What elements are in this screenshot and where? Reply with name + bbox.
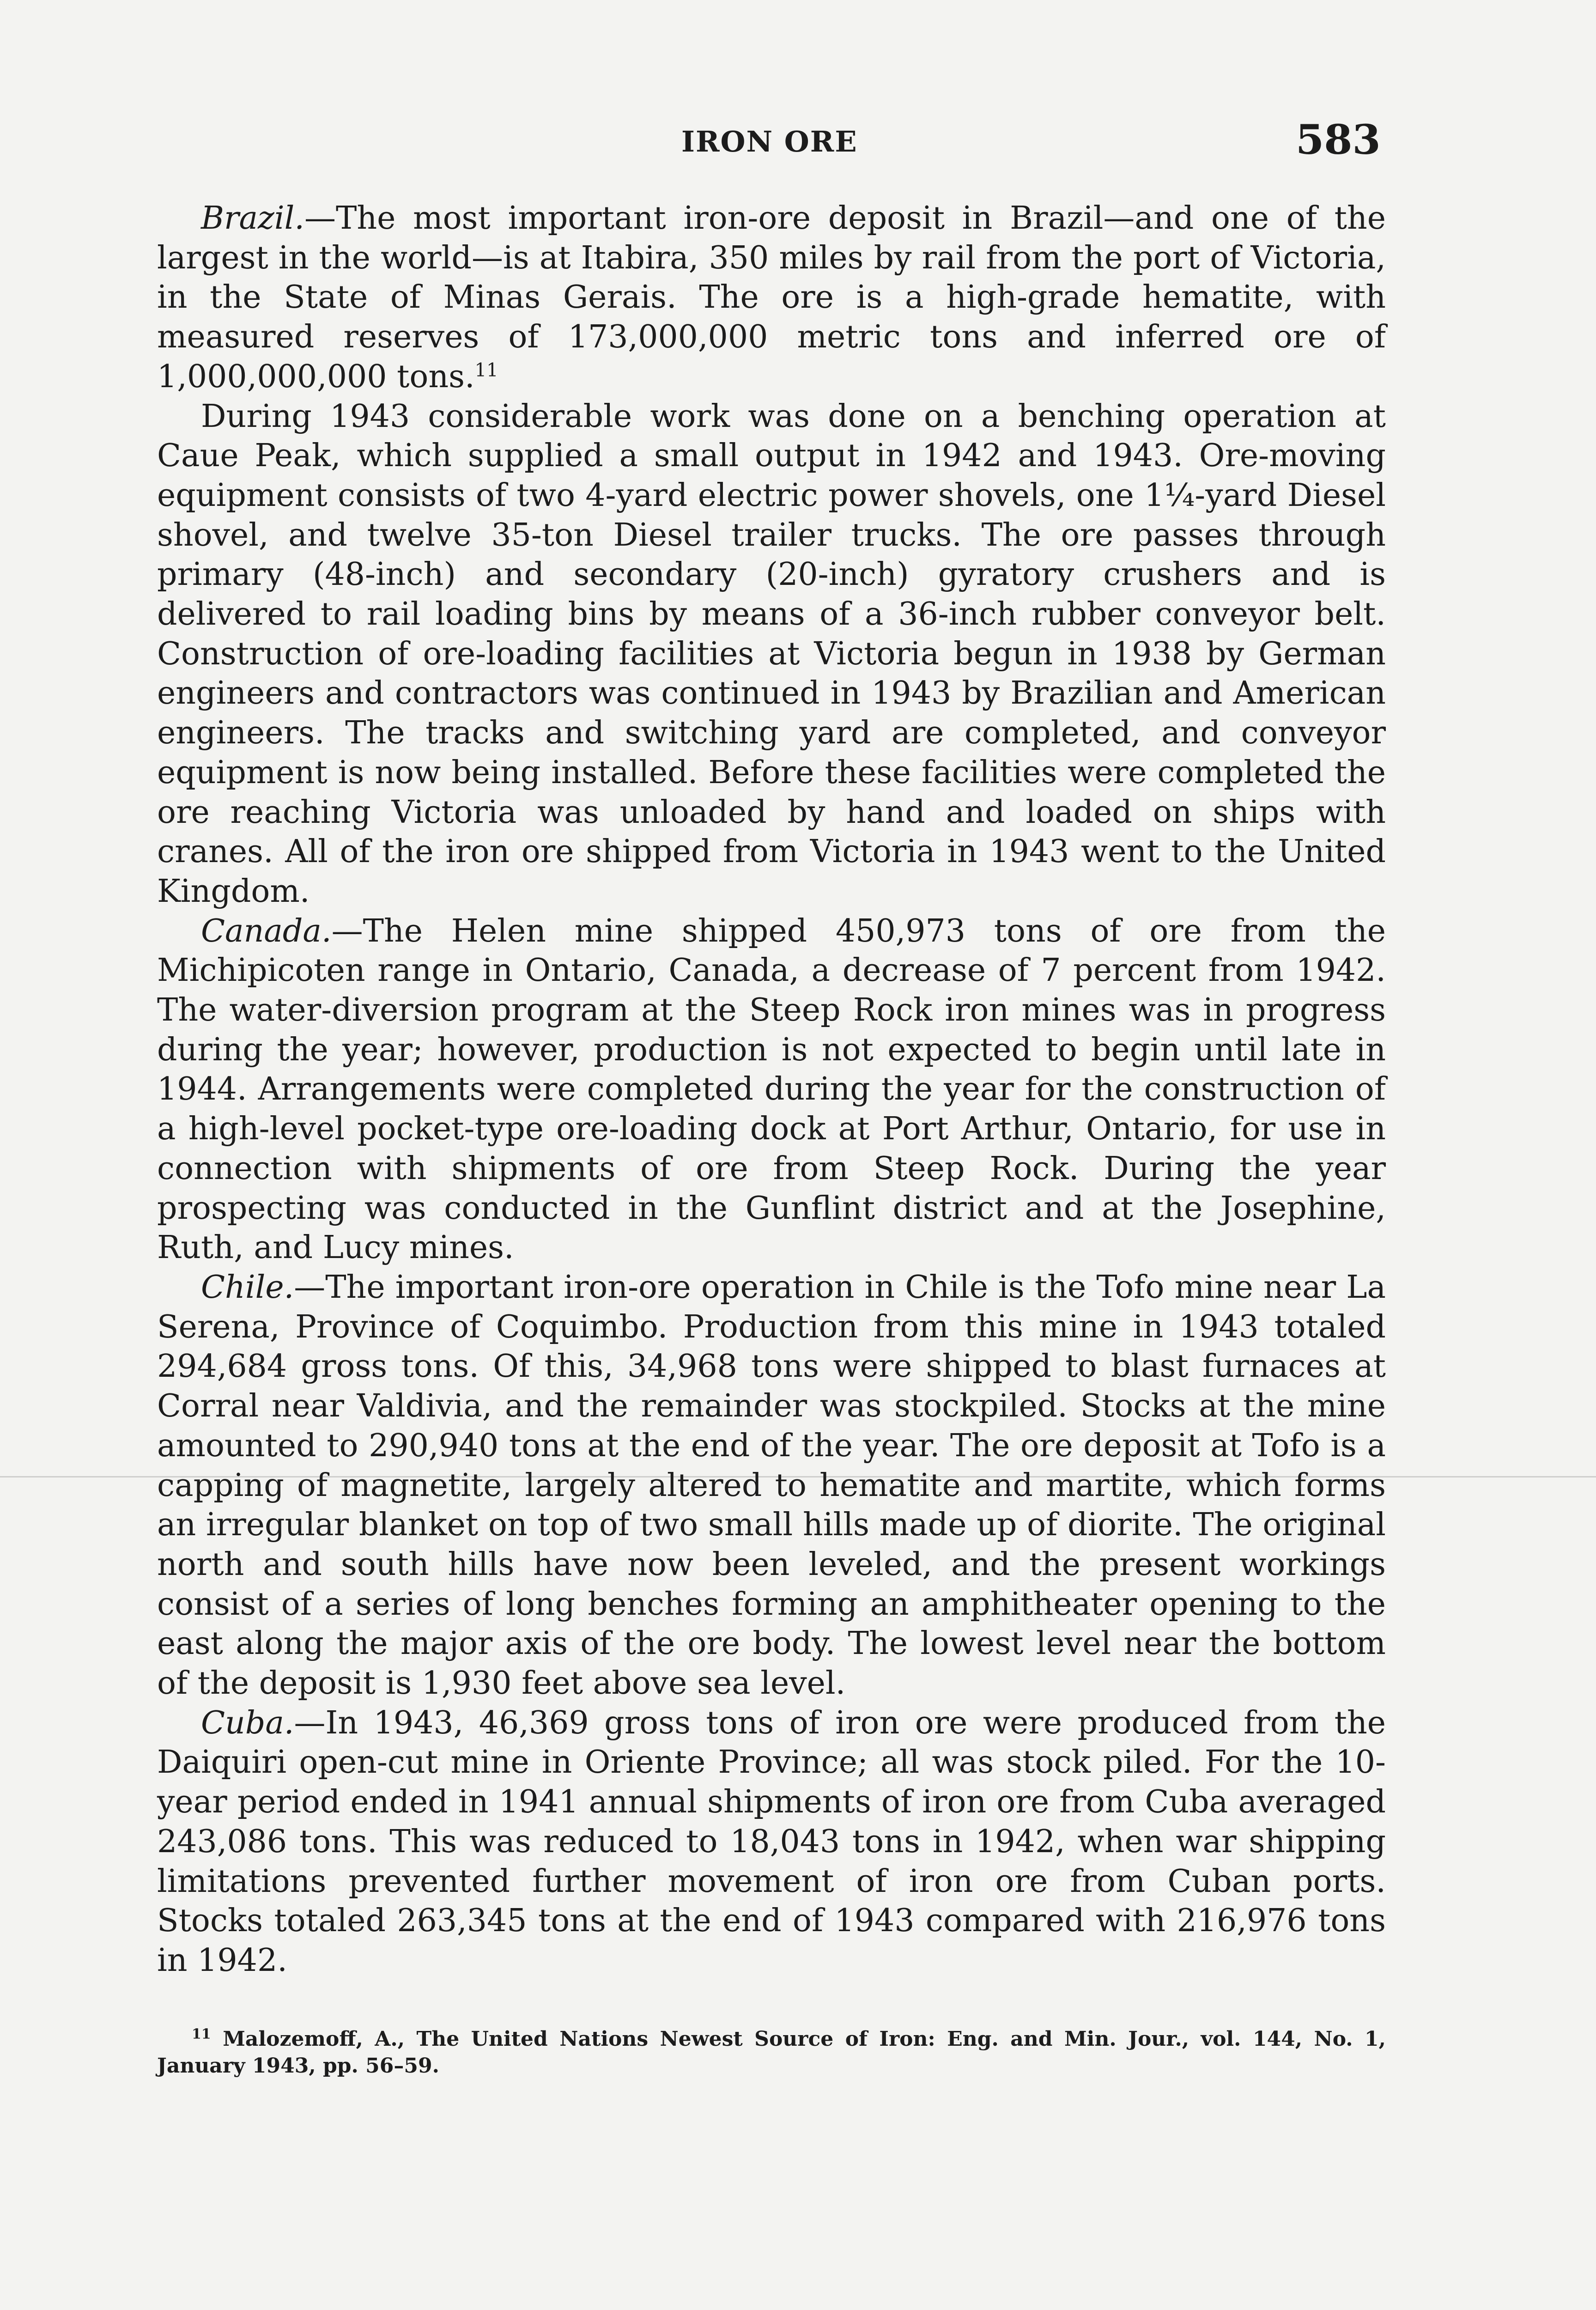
paragraph-brazil-operations (157, 397, 1386, 912)
paragraph-text: —The Helen mine shipped 450,973 tons of ore from the Michipicoten range in Ontario, Canada, a decrease of 7 percent from 1942. The water-diversion program at the Steep Rock iron mines was in progress during the year; however, production is not expected to begin until late in 1944. Arrangements were completed during the year for the construction of a high-level pocket-type ore-loading dock at Port Arthur, Ontario, for use in connection with shipments of ore from Steep Rock. During the year prospecting was conducted in the Gunflint district and at the Josephine, Ruth, and Lucy mines. (157, 912, 1386, 1266)
paragraph-text: —In 1943, 46,369 gross tons of iron ore were produced from the Daiquiri open-cut mine in Oriente Province; all was stock piled. For the 10-year period ended in 1941 annual shipments of iron ore from Cuba averaged 243,086 tons. This was reduced to 18,043 tons in 1942, when war shipping limitations prevented further movement of iron ore from Cuban ports. Stocks totaled 263,345 tons at the end of 1943 compared with 216,976 tons in 1942. (157, 1704, 1386, 1979)
run-in-heading: Cuba. (201, 1704, 294, 1741)
page-number: 583 (1296, 116, 1381, 164)
footnote-text: Malozemoff, A., The United Nations Newest Source of Iron: Eng. and Min. Jour., vol. 144, No. 1, January 1943, pp. 56–59. (157, 2027, 1386, 2078)
paragraph-text: During 1943 considerable work was done on a benching operation at Caue Peak, which supplied a small output in 1942 and 1943. Ore-moving equipment consists of two 4-yard electric power shovels, one 1¼-yard Diesel shovel, and twelve 35-ton Diesel trailer trucks. The ore passes through primary (48-inch) and secondary (20-inch) gyratory crushers and is delivered to rail loading bins by means of a 36-inch rubber conveyor belt. Construction of ore-loading facilities at Victoria begun in 1938 by German engineers and contractors was continued in 1943 by Brazilian and American engineers. The tracks and switching yard are completed, and conveyor equipment is now being installed. Before these facilities were completed the ore reaching Victoria was unloaded by hand and loaded on ships with cranes. All of the iron ore shipped from Victoria in 1943 went to the United Kingdom. (157, 398, 1386, 910)
run-in-heading: Canada. (201, 912, 332, 949)
paragraph-brazil (157, 199, 1386, 397)
paragraph-text: —The most important iron-ore deposit in Brazil—and one of the largest in the world—is at Itabira, 350 miles by rail from the port of Victoria, in the State of Minas Gerais. The ore is a high-grade hematite, with measured reserves of 173,000,000 metric tons and inferred ore of 1,000,000,000 tons. (157, 200, 1386, 395)
paragraph-canada (157, 912, 1386, 1268)
footnote (157, 2026, 1386, 2079)
paragraph-chile (157, 1268, 1386, 1703)
running-head (0, 116, 1596, 166)
body-text (157, 199, 1386, 1981)
footnote-reference: 11 (474, 359, 498, 381)
run-in-heading: Brazil. (201, 200, 304, 237)
footnote-number: 11 (192, 2026, 211, 2043)
paragraph-text: —The important iron-ore operation in Chile is the Tofo mine near La Serena, Province of Coquimbo. Production from this mine in 1943 totaled 294,684 gross tons. Of this, 34,968 tons were shipped to blast furnaces at Corral near Valdivia, and the remainder was stockpiled. Stocks at the mine amounted to 290,940 tons at the end of the year. The ore deposit at Tofo is a capping of magnetite, largely altered to hematite and martite, which forms an irregular blanket on top of two small hills made up of diorite. The original north and south hills have now been leveled, and the present workings consist of a series of long benches forming an amphitheater opening to the east along the major axis of the ore body. The lowest level near the bottom of the deposit is 1,930 feet above sea level. (157, 1269, 1386, 1702)
run-in-heading: Chile. (201, 1269, 294, 1306)
running-head-title: IRON ORE (681, 125, 858, 158)
paragraph-cuba (157, 1703, 1386, 1981)
